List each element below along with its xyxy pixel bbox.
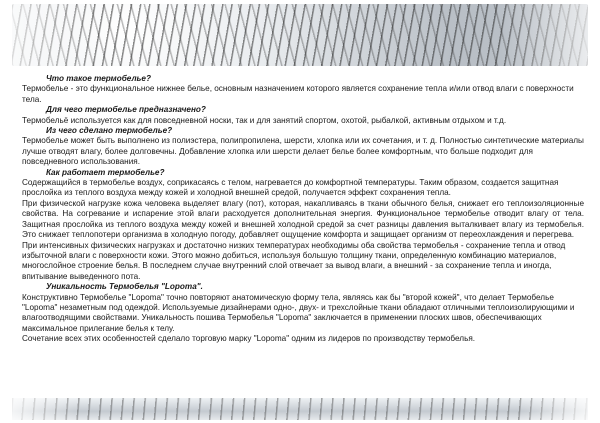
section-paragraph: Сочетание всех этих особенностей сделало торговую марку "Lopoma" одним из лидеров по производству термобелья. [22,334,476,344]
section-heading: Уникальность Термобелья "Lopoma". [46,282,203,292]
section-paragraph: Термобелье - это функциональное нижнее белье, основным назначением которого является сохранение тепла и/или отвод влаги с поверхности тела. [22,84,574,104]
section-paragraph: При интенсивных физических нагрузках и достаточно низких температурах необходимы оба свойства термобелья - сохранение тепла и отвод избыточной влаги с поверхности кожи. Этого можно добиться, используя большую толщину ткани, определенную комбинацию материалов, многослойное строение белья. В последнем случае внутренний слой отвечает за вывод влаги, а внешний - за сохранение тепла и иногда, впитывание выведенного пота. [22,240,566,281]
article-body [22,74,584,345]
winter-forest-banner-bottom [12,398,588,420]
section-heading: Что такое термобелье? [46,74,151,83]
winter-forest-banner-top [12,4,588,66]
section-heading: Из чего сделано термобелье? [46,126,173,136]
section-heading: Для чего термобелье предназначено? [46,105,206,115]
section-paragraph: Содержащийся в термобелье воздух, соприкасаясь с телом, нагревается до комфортной температуры. Таким образом, создается защитная прослойка из теплого воздуха между кожей и холодной внешней средой, получается эффект сохранения тепла. [22,178,559,198]
section-paragraph: Конструктивно Термобелье "Lopoma" точно повторяют анатомическую форму тела, являясь как бы "второй кожей", что делает Термобелье "Lopoma" незаметным под одеждой. Используемые дизайнерами одно-, двух- и трехслойные ткани обладают отличными теплоизолирующими и влагоотводящими свойствами. Уникальность пошива Термобелья "Lopoma" заключается в применении плоских швов, обеспечивающих максимальное прилегание белья к телу. [22,292,575,333]
section-paragraph: Термобелье может быть выполнено из полиэстера, полипропилена, шерсти, хлопка или их сочетания, и т. д. Полностью синтетические материалы лучше отводят влагу, более долговечны. Добавление хлопка или шерсти делает белье более комфортным, что больше подходит для повседневного использования. [22,136,584,167]
section-paragraph: Термобельё используется как для повседневной носки, так и для занятий спортом, охотой, рыбалкой, активным отдыхом и т.д. [22,115,507,125]
section-heading: Как работает термобелье? [46,167,165,177]
section-paragraph: При физической нагрузке кожа человека выделяет влагу (пот), которая, накапливаясь в ткани обычного белья, снижает его теплоизоляционные свойства. На согревание и испарение этой влаги расходуется дополнительная энергия. Функциональное термобелье отводит влагу от тела. Защитная прослойка из теплого воздуха между кожей и внешней холодной средой за счет разницы давления выталкивает влагу из термобелья. Это снижает теплопотери организма в холодную погоду, добавляет ощущение комфорта и защищает организм от переохлаждения и перегрева. [22,198,584,240]
